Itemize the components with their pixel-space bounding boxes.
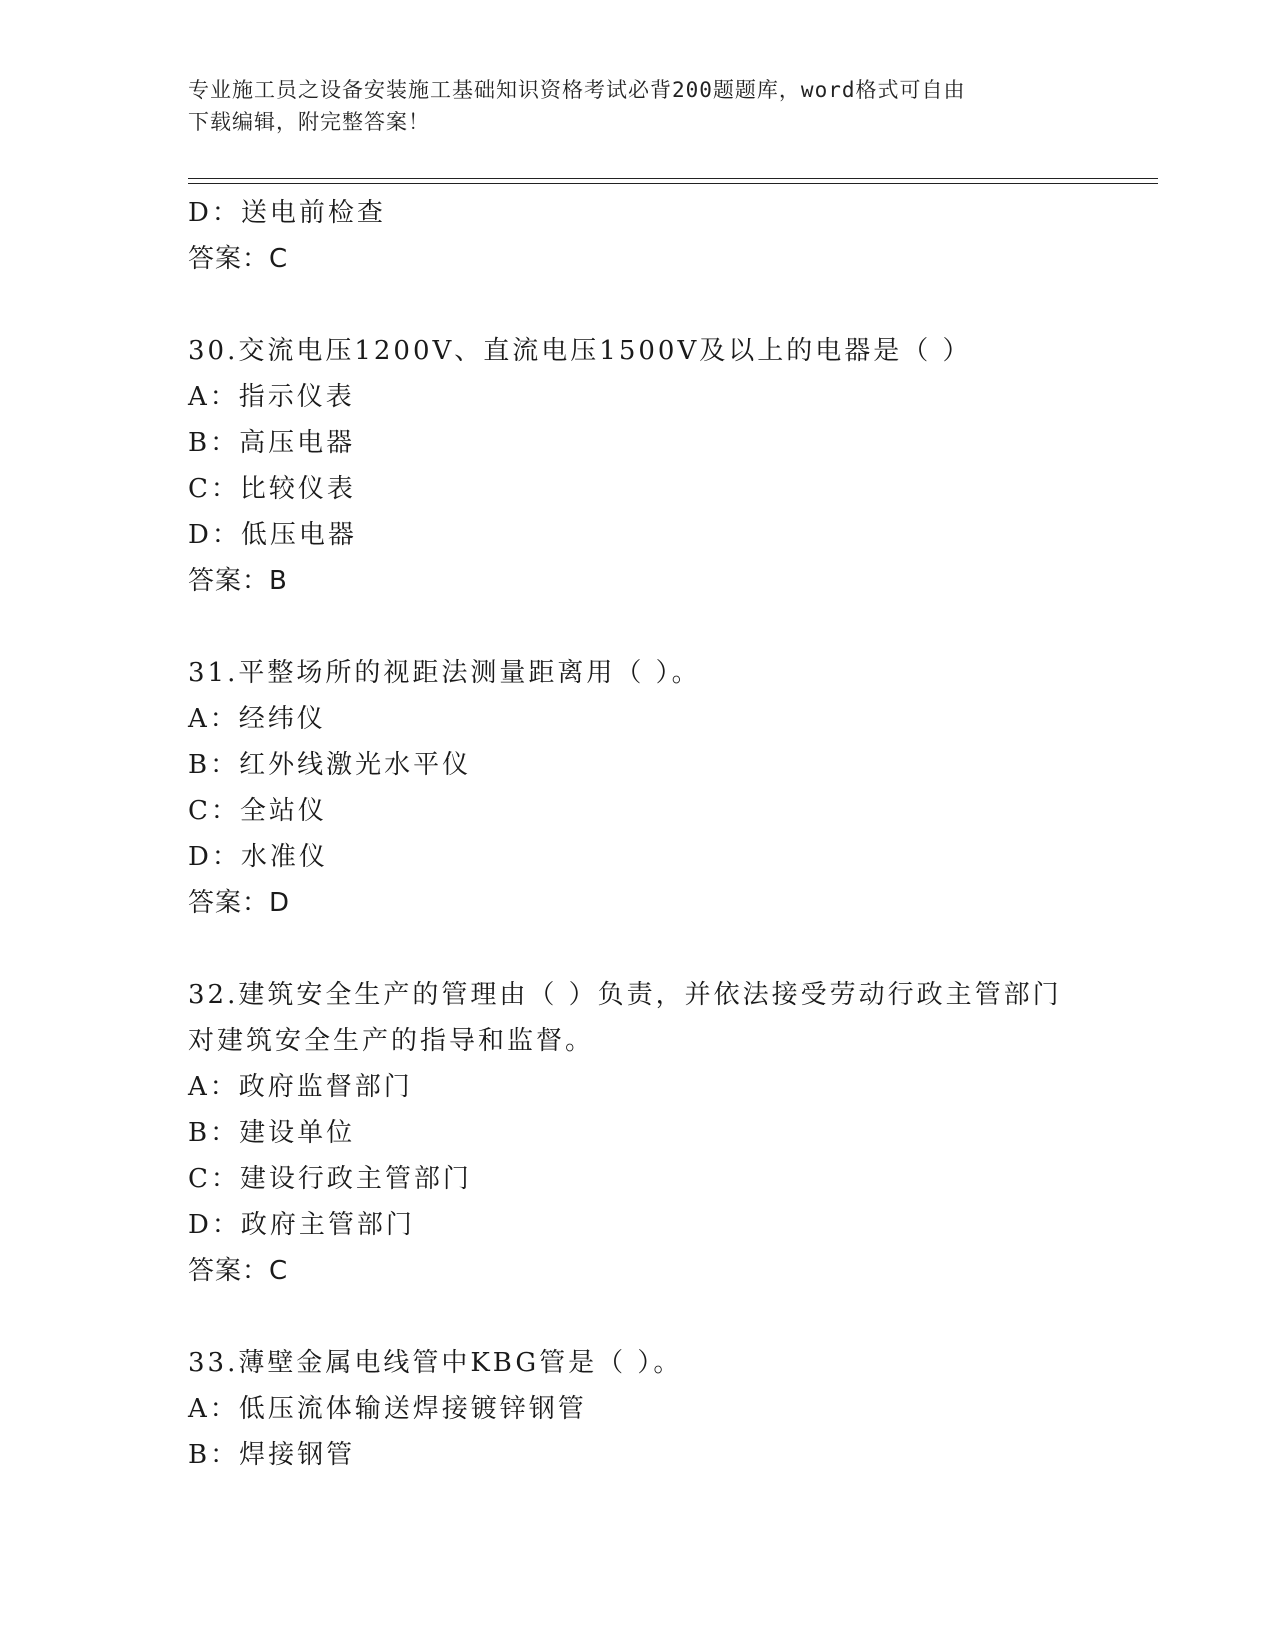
option-c: C：全站仪 <box>188 796 327 826</box>
option-c: C：建设行政主管部门 <box>188 1164 472 1194</box>
question-stem: 31.平整场所的视距法测量距离用（ ）。 <box>188 658 701 688</box>
spacer <box>188 1294 1158 1340</box>
option-d: D：低压电器 <box>188 520 357 550</box>
option-a: A：指示仪表 <box>188 382 355 412</box>
question-stem: 32.建筑安全生产的管理由（ ）负责，并依法接受劳动行政主管部门 <box>188 980 1062 1010</box>
question-30 <box>188 328 1158 604</box>
header-line-2: 下载编辑，附完整答案！ <box>188 110 430 134</box>
answer-line: 答案：C <box>188 244 289 274</box>
question-33 <box>188 1340 1158 1478</box>
spacer <box>188 282 1158 328</box>
question-list <box>188 190 1158 1478</box>
spacer <box>188 926 1158 972</box>
header-rule-top <box>188 178 1158 179</box>
option-b: B：红外线激光水平仪 <box>188 750 472 780</box>
option-b: B：焊接钢管 <box>188 1440 356 1470</box>
option-c: C：比较仪表 <box>188 474 356 504</box>
option-b: B：高压电器 <box>188 428 356 458</box>
option-a: A：低压流体输送焊接镀锌钢管 <box>188 1394 587 1424</box>
header-line-1: 专业施工员之设备安装施工基础知识资格考试必背200题题库，word格式可自由 <box>188 78 966 102</box>
answer-line: 答案：C <box>188 1256 289 1286</box>
question-31 <box>188 650 1158 926</box>
option-a: A：经纬仪 <box>188 704 326 734</box>
question-stem: 33.薄壁金属电线管中KBG管是（ ）。 <box>188 1348 683 1378</box>
option-d: D：水准仪 <box>188 842 328 872</box>
option-b: B：建设单位 <box>188 1118 356 1148</box>
answer-line: 答案：D <box>188 888 291 918</box>
document-header <box>188 74 1088 138</box>
question-stem-continued: 对建筑安全生产的指导和监督。 <box>188 1026 595 1056</box>
option-d: D：政府主管部门 <box>188 1210 415 1240</box>
question-stem: 30.交流电压1200V、直流电压1500V及以上的电器是（ ） <box>188 336 972 366</box>
option-a: A：政府监督部门 <box>188 1072 413 1102</box>
option-d: D：送电前检查 <box>188 198 386 228</box>
header-rule-bottom <box>188 183 1158 184</box>
spacer <box>188 604 1158 650</box>
answer-line: 答案：B <box>188 566 288 596</box>
question-32 <box>188 972 1158 1294</box>
